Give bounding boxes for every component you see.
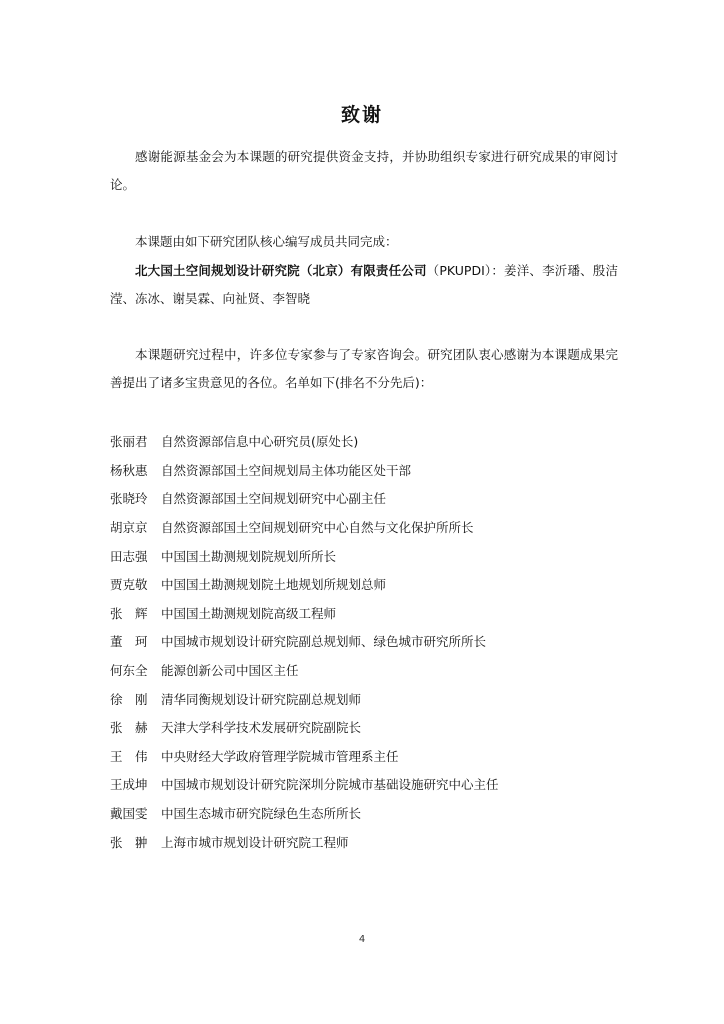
expert-row — [110, 684, 630, 713]
expert-title: 自然资源部国土空间规划研究中心副主任 — [161, 491, 387, 507]
expert-title: 自然资源部国土空间规划局主体功能区处干部 — [161, 462, 412, 478]
expert-title: 中国生态城市研究院绿色生态所所长 — [161, 806, 362, 822]
team-intro-paragraph: 本课题由如下研究团队核心编写成员共同完成： — [135, 234, 398, 249]
expert-name: 徐 刚 — [110, 691, 148, 707]
expert-title: 上海市城市规划设计研究院工程师 — [161, 834, 349, 850]
expert-title: 中国国土勘测规划院规划所所长 — [161, 548, 337, 564]
expert-list — [110, 427, 630, 856]
expert-name: 戴国雯 — [110, 806, 148, 822]
expert-name: 张 赫 — [110, 720, 148, 736]
expert-row — [110, 627, 630, 656]
team-members-paragraph — [110, 257, 618, 313]
expert-title: 中国城市规划设计研究院副总规划师、绿色城市研究所所长 — [161, 634, 487, 650]
page-number: 4 — [358, 934, 366, 945]
team-organization: 北大国土空间规划设计研究院（北京）有限责任公司 — [135, 263, 427, 278]
experts-intro-paragraph: 本课题研究过程中，许多位专家参与了专家咨询会。研究团队衷心感谢为本课题成果完善提出了诸多宝贵意见的各位。名单如下(排名不分先后)： — [110, 347, 618, 390]
expert-title: 中国城市规划设计研究院深圳分院城市基础设施研究中心主任 — [161, 777, 499, 793]
expert-name: 董 珂 — [110, 634, 148, 650]
expert-row — [110, 770, 630, 799]
expert-title: 天津大学科学技术发展研究院副院长 — [161, 720, 362, 736]
expert-row — [110, 427, 630, 456]
expert-name: 田志强 — [110, 548, 148, 564]
expert-row — [110, 456, 630, 485]
expert-name: 张 辉 — [110, 605, 148, 621]
expert-title: 自然资源部信息中心研究员(原处长) — [161, 434, 359, 450]
expert-row — [110, 513, 630, 542]
expert-name: 王 伟 — [110, 748, 148, 764]
expert-name: 何东全 — [110, 663, 148, 679]
expert-row — [110, 742, 630, 771]
expert-name: 胡京京 — [110, 520, 148, 536]
expert-title: 中国国土勘测规划院高级工程师 — [161, 605, 337, 621]
expert-row — [110, 799, 630, 828]
expert-name: 王成坤 — [110, 777, 148, 793]
expert-title: 中央财经大学政府管理学院城市管理系主任 — [161, 748, 399, 764]
expert-name: 张丽君 — [110, 434, 148, 450]
expert-row — [110, 656, 630, 685]
expert-row — [110, 484, 630, 513]
funding-paragraph: 感谢能源基金会为本课题的研究提供资金支持，并协助组织专家进行研究成果的审阅讨论。 — [110, 149, 618, 192]
page-title: 致谢 — [340, 104, 383, 126]
expert-name: 张晓玲 — [110, 491, 148, 507]
expert-name: 张 翀 — [110, 834, 148, 850]
expert-title: 自然资源部国土空间规划研究中心自然与文化保护所所长 — [161, 520, 474, 536]
expert-row — [110, 570, 630, 599]
expert-title: 能源创新公司中国区主任 — [161, 663, 299, 679]
expert-row — [110, 713, 630, 742]
team-members-list: （PKUPDI）：姜洋、李沂璠、殷洁滢、冻冰、谢昊霖、向祉贤、李智晓 — [110, 263, 618, 306]
expert-name: 贾克敬 — [110, 577, 148, 593]
expert-title: 中国国土勘测规划院土地规划所规划总师 — [161, 577, 387, 593]
expert-row — [110, 541, 630, 570]
expert-row — [110, 827, 630, 856]
expert-title: 清华同衡规划设计研究院副总规划师 — [161, 691, 362, 707]
expert-name: 杨秋惠 — [110, 462, 148, 478]
expert-row — [110, 599, 630, 628]
